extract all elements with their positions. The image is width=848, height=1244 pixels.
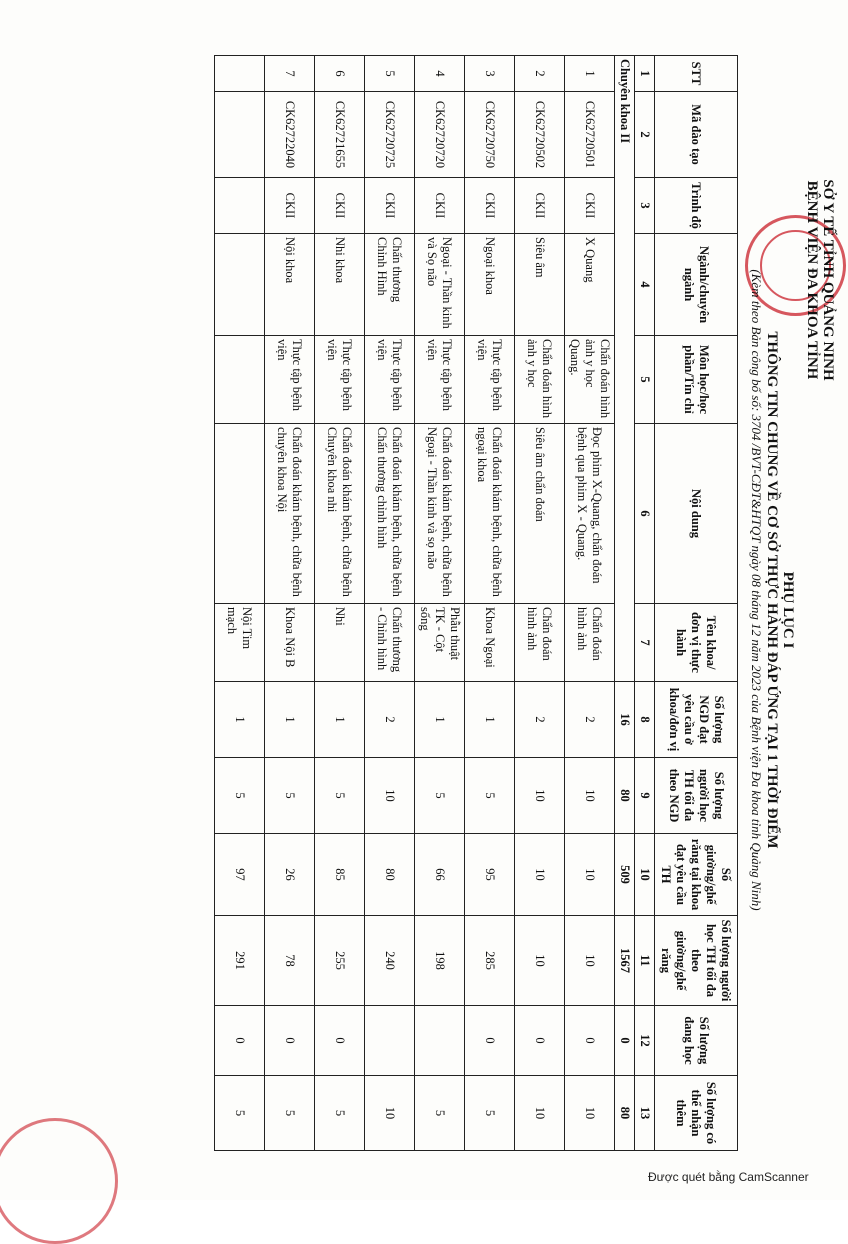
cell-code: CK62721655 xyxy=(315,92,365,178)
cell-dept: Nội Tim mạch xyxy=(215,604,265,682)
cell-dept: Khoa Nội B xyxy=(265,604,315,682)
column-header: Số lượng NGD đạt yêu cầu ở khoa/đơn vị xyxy=(655,682,738,758)
column-header: Số giường/ghế răng tại khoa đạt yêu cầu TH xyxy=(655,834,738,916)
scanner-watermark: Được quét bằng CamScanner xyxy=(648,1170,809,1184)
cell-level xyxy=(215,178,265,234)
cell-major: Chấn thương Chỉnh Hình xyxy=(365,234,415,336)
cell-dept: Khoa Ngoại xyxy=(465,604,515,682)
column-number: 9 xyxy=(635,758,655,834)
cell-ngd: 2 xyxy=(565,682,615,758)
cell-major: Nhi khoa xyxy=(315,234,365,336)
cell-max_ngd: 5 xyxy=(315,758,365,834)
cell-code: CK62722040 xyxy=(265,92,315,178)
cell-studying: 0 xyxy=(515,1006,565,1076)
section-total: 1567 xyxy=(615,916,635,1006)
column-number: 3 xyxy=(635,178,655,234)
column-number-row xyxy=(635,56,655,1151)
cell-max_beds: 291 xyxy=(215,916,265,1006)
column-header: Môn học/học phần/Tín chỉ xyxy=(655,336,738,424)
cell-subject: Chẩn đoán hình ảnh y học xyxy=(515,336,565,424)
table-row xyxy=(265,56,315,1151)
column-number: 10 xyxy=(635,834,655,916)
cell-max_beds: 240 xyxy=(365,916,415,1006)
cell-max_ngd: 5 xyxy=(465,758,515,834)
column-header: Số lượng người học TH tối đa theo giường/ghế răng xyxy=(655,916,738,1006)
table-row xyxy=(215,56,265,1151)
cell-stt: 4 xyxy=(415,56,465,92)
cell-subject: Thực tập bệnh viện xyxy=(265,336,315,424)
table-row xyxy=(565,56,615,1151)
column-number: 7 xyxy=(635,604,655,682)
cell-ngd: 1 xyxy=(415,682,465,758)
section-total: 80 xyxy=(615,1076,635,1151)
table-row xyxy=(365,56,415,1151)
cell-major: Ngoại khoa xyxy=(465,234,515,336)
cell-more: 5 xyxy=(465,1076,515,1151)
cell-major xyxy=(215,234,265,336)
column-number: 13 xyxy=(635,1076,655,1151)
cell-dept: Chẩn đoán hình ảnh xyxy=(565,604,615,682)
cell-max_beds: 10 xyxy=(515,916,565,1006)
cell-code: CK62720502 xyxy=(515,92,565,178)
cell-ngd: 2 xyxy=(365,682,415,758)
cell-beds: 10 xyxy=(515,834,565,916)
cell-content: Chẩn đoán khám bệnh, chữa bệnh chuyên khoa Nội xyxy=(265,424,315,604)
cell-ngd: 1 xyxy=(315,682,365,758)
column-number: 5 xyxy=(635,336,655,424)
column-header: Tên khoa/đơn vị thực hành xyxy=(655,604,738,682)
section-total: 80 xyxy=(615,758,635,834)
cell-stt xyxy=(215,56,265,92)
cell-ngd: 1 xyxy=(215,682,265,758)
section-total: 16 xyxy=(615,682,635,758)
cell-subject: Thực tập bệnh viện xyxy=(365,336,415,424)
cell-content: Đọc phim X-Quang, chẩn đoán bệnh qua phim X - Quang. xyxy=(565,424,615,604)
cell-max_ngd: 5 xyxy=(265,758,315,834)
cell-major: Nội khoa xyxy=(265,234,315,336)
org-line-1: SỞ Y TẾ TỈNH QUẢNG NINH xyxy=(820,179,836,381)
cell-ngd: 2 xyxy=(515,682,565,758)
cell-max_beds: 285 xyxy=(465,916,515,1006)
cell-max_ngd: 5 xyxy=(215,758,265,834)
cell-dept: Chẩn đoán hình ảnh xyxy=(515,604,565,682)
table-row xyxy=(465,56,515,1151)
cell-subject: Thực tập bệnh viện xyxy=(315,336,365,424)
cell-beds: 95 xyxy=(465,834,515,916)
cell-subject: Thực tập bệnh viện xyxy=(415,336,465,424)
column-number: 1 xyxy=(635,56,655,92)
cell-beds: 97 xyxy=(215,834,265,916)
cell-max_beds: 78 xyxy=(265,916,315,1006)
cell-more: 5 xyxy=(315,1076,365,1151)
cell-max_ngd: 10 xyxy=(515,758,565,834)
cell-code: CK62720725 xyxy=(365,92,415,178)
red-seal-stamp-partial xyxy=(0,1118,118,1244)
table-row xyxy=(515,56,565,1151)
cell-max_ngd: 5 xyxy=(415,758,465,834)
column-number: 6 xyxy=(635,424,655,604)
table-row xyxy=(315,56,365,1151)
document-subtitle: (Kèm theo Bản công bố số: 3704 /BVT-CĐT&HTQT ngày 08 tháng 12 năm 2023 của Bệnh viện Đa khoa tỉnh Quảng Ninh) xyxy=(749,269,764,911)
cell-more: 5 xyxy=(415,1076,465,1151)
cell-level: CKII xyxy=(365,178,415,234)
column-header: Số lượng người học TH tối đa theo NGD xyxy=(655,758,738,834)
cell-max_ngd: 10 xyxy=(365,758,415,834)
cell-beds: 80 xyxy=(365,834,415,916)
cell-level: CKII xyxy=(515,178,565,234)
cell-stt: 2 xyxy=(515,56,565,92)
cell-more: 5 xyxy=(215,1076,265,1151)
cell-content: Siêu âm chẩn đoán xyxy=(515,424,565,604)
cell-max_beds: 255 xyxy=(315,916,365,1006)
cell-content xyxy=(215,424,265,604)
cell-studying: 0 xyxy=(215,1006,265,1076)
cell-beds: 66 xyxy=(415,834,465,916)
cell-max_beds: 10 xyxy=(565,916,615,1006)
cell-more: 10 xyxy=(515,1076,565,1151)
cell-studying: 0 xyxy=(465,1006,515,1076)
cell-more: 10 xyxy=(565,1076,615,1151)
column-header: STT xyxy=(655,56,738,92)
column-number: 4 xyxy=(635,234,655,336)
cell-beds: 10 xyxy=(565,834,615,916)
cell-content: Chẩn đoán khám bệnh, chữa bệnh ngoại khoa xyxy=(465,424,515,604)
cell-studying: 0 xyxy=(315,1006,365,1076)
cell-subject: Thực tập bệnh viện xyxy=(465,336,515,424)
column-header: Nội dung xyxy=(655,424,738,604)
cell-max_ngd: 10 xyxy=(565,758,615,834)
cell-major: Siêu âm xyxy=(515,234,565,336)
section-total: 509 xyxy=(615,834,635,916)
document-title: THÔNG TIN CHUNG VỀ CƠ SỞ THỰC HÀNH ĐÁP ỨNG TẠI 1 THỜI ĐIỂM xyxy=(764,331,780,849)
cell-ngd: 1 xyxy=(265,682,315,758)
column-header: Ngành/chuyên ngành xyxy=(655,234,738,336)
cell-content: Chẩn đoán khám bệnh, chữa bệnh Ngoại - Thần kinh và sọ não xyxy=(415,424,465,604)
cell-level: CKII xyxy=(415,178,465,234)
cell-stt: 6 xyxy=(315,56,365,92)
column-number: 11 xyxy=(635,916,655,1006)
cell-beds: 26 xyxy=(265,834,315,916)
cell-stt: 7 xyxy=(265,56,315,92)
practice-table xyxy=(214,55,738,1151)
column-number: 2 xyxy=(635,92,655,178)
cell-level: CKII xyxy=(315,178,365,234)
org-line-2: BỆNH VIỆN ĐA KHOA TỈNH xyxy=(804,180,820,380)
cell-ngd: 1 xyxy=(465,682,515,758)
column-header: Trình độ xyxy=(655,178,738,234)
cell-more: 10 xyxy=(365,1076,415,1151)
column-header: Mã đào tạo xyxy=(655,92,738,178)
cell-level: CKII xyxy=(565,178,615,234)
cell-more: 5 xyxy=(265,1076,315,1151)
section-total: 0 xyxy=(615,1006,635,1076)
cell-code xyxy=(215,92,265,178)
cell-dept: Phẫu thuật TK - Cột sống xyxy=(415,604,465,682)
column-header: Số lượng đang học xyxy=(655,1006,738,1076)
cell-max_beds: 198 xyxy=(415,916,465,1006)
cell-level: CKII xyxy=(465,178,515,234)
header-row xyxy=(655,56,738,1151)
cell-stt: 1 xyxy=(565,56,615,92)
cell-code: CK62720501 xyxy=(565,92,615,178)
cell-code: CK62720720 xyxy=(415,92,465,178)
cell-dept: Chấn thương - Chỉnh hình xyxy=(365,604,415,682)
cell-content: Chẩn đoán khám bệnh, chữa bệnh Chấn thương chỉnh hình xyxy=(365,424,415,604)
cell-beds: 85 xyxy=(315,834,365,916)
cell-content: Chẩn đoán khám bệnh, chữa bệnh Chuyên khoa nhi xyxy=(315,424,365,604)
cell-level: CKII xyxy=(265,178,315,234)
table-row xyxy=(415,56,465,1151)
cell-stt: 5 xyxy=(365,56,415,92)
column-number: 12 xyxy=(635,1006,655,1076)
column-number: 8 xyxy=(635,682,655,758)
section-label: Chuyên khoa II xyxy=(615,56,635,682)
cell-studying xyxy=(415,1006,465,1076)
section-row xyxy=(615,56,635,1151)
appendix-label: PHỤ LỤC I xyxy=(780,571,796,649)
cell-major: Ngoại - Thần kinh và Sọ não xyxy=(415,234,465,336)
cell-stt: 3 xyxy=(465,56,515,92)
cell-dept: Nhi xyxy=(315,604,365,682)
cell-studying: 0 xyxy=(565,1006,615,1076)
cell-code: CK62720750 xyxy=(465,92,515,178)
column-header: Số lượng có thể nhận thêm xyxy=(655,1076,738,1151)
cell-subject: Chẩn đoán hình ảnh y học Quang. xyxy=(565,336,615,424)
cell-studying: 0 xyxy=(265,1006,315,1076)
cell-subject xyxy=(215,336,265,424)
cell-studying xyxy=(365,1006,415,1076)
cell-major: X Quang xyxy=(565,234,615,336)
